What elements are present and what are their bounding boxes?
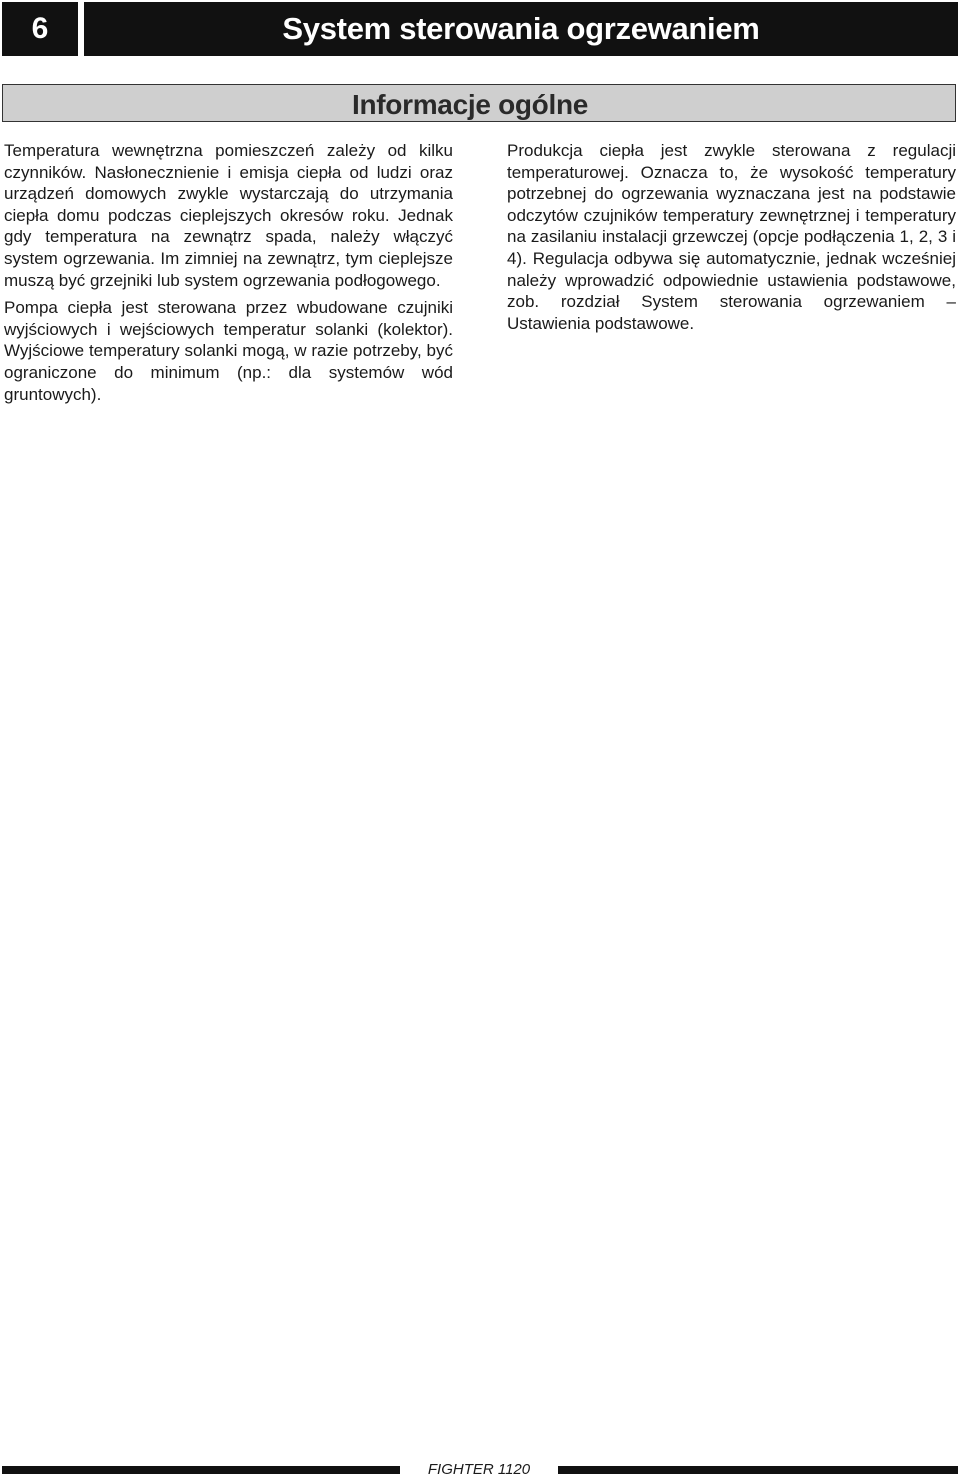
left-paragraph-1: Temperatura wewnętrzna pomieszczeń zależy od kilku czynników. Nasłonecznienie i emisja ciepła od ludzi oraz urządzeń domowych zwykle wystarczają do utrzymania ciepła domu podczas cieplejszych okresów roku. Jednak gdy temperatura na zewnątrz spada, należy włączyć system ogrzewania. Im zimniej na zewnątrz, tym cieplejsze muszą być grzejniki lub system ogrzewania podłogowego. — [4, 141, 453, 290]
footer-product-name: FIGHTER 1120 — [427, 1461, 531, 1478]
section-title: Informacje ogólne — [352, 89, 589, 120]
footer-bar-left — [2, 1466, 400, 1474]
chapter-title: System sterowania ogrzewaniem — [84, 2, 958, 56]
right-column — [507, 140, 956, 340]
right-paragraph-1: Produkcja ciepła jest zwykle sterowana z regulacji temperaturowej. Oznacza to, że wysokość temperatury potrzebnej do ogrzewania wyznaczana jest na podstawie odczytów czujników temperatury zewnętrznej i temperatury na zasilaniu instalacji grzewczej (opcje podłączenia 1, 2, 3 i 4). Regulacja odbywa się automatycznie, jednak wcześniej należy wprowadzić odpowiednie ustawienia podstawowe, zob. rozdział System sterowania ogrzewaniem – Ustawienia podstawowe. — [507, 141, 956, 333]
left-column — [4, 140, 453, 411]
footer-bar-right — [558, 1466, 958, 1474]
chapter-number: 6 — [2, 2, 78, 56]
left-paragraph-2: Pompa ciepła jest sterowana przez wbudowane czujniki wyjściowych i wejściowych temperatur solanki (kolektor). Wyjściowe temperatury solanki mogą, w razie potrzeby, być ograniczone do minimum (np.: dla systemów wód gruntowych). — [4, 298, 453, 404]
